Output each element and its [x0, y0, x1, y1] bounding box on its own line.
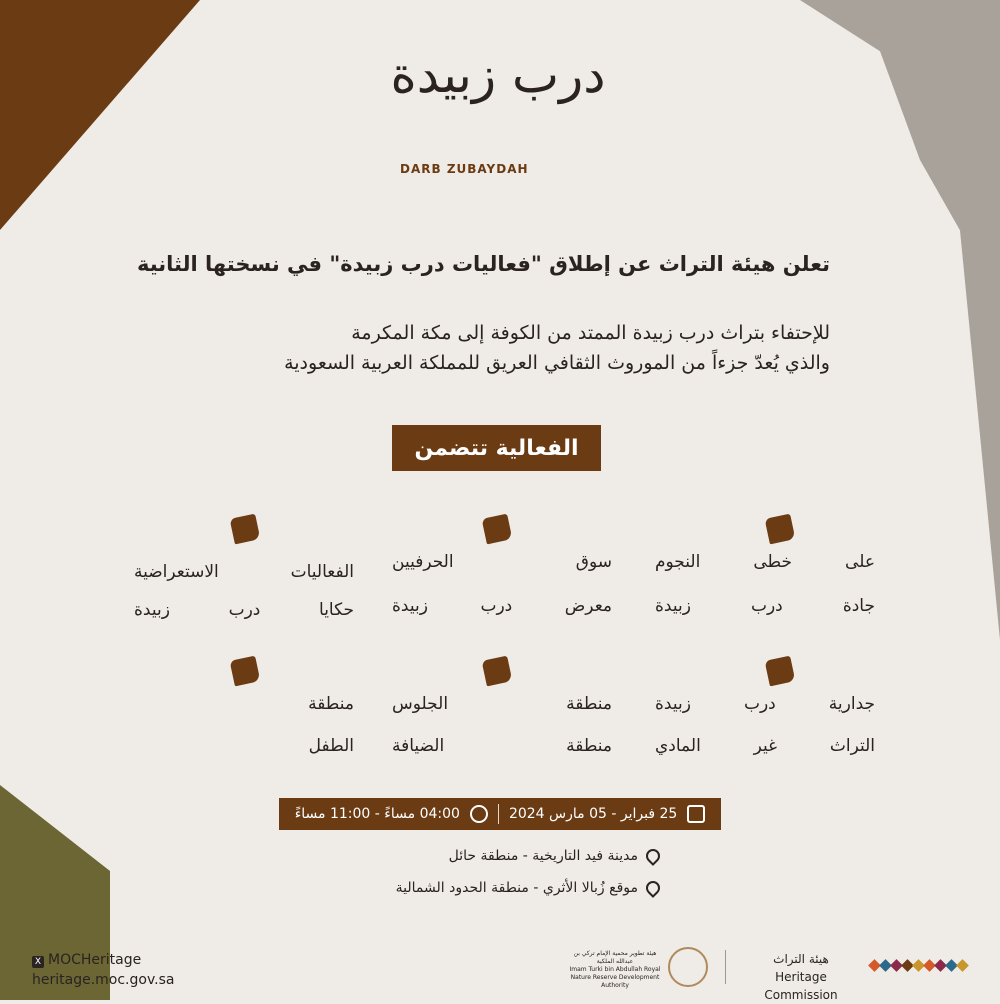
event-item-line-2: الطفل [308, 736, 354, 756]
location-item [330, 848, 660, 864]
location-pin-icon [643, 878, 663, 898]
event-item-line-1: جدارية درب زبيدة [655, 694, 875, 714]
lead-line-2: والذي يُعدّ جزءاً من الموروث الثقافي العريق للمملكة العربية السعودية [284, 352, 830, 374]
event-item-line-1: منطقة الجلوس [392, 694, 612, 714]
footer-contact [32, 950, 174, 990]
calendar-icon [687, 805, 705, 823]
brown-mark-icon [482, 656, 513, 687]
location-item [330, 880, 660, 896]
event-item-line-2: منطقة الضيافة [392, 736, 612, 756]
hc-logo-english: Heritage Commission [764, 970, 838, 1002]
heritage-commission-logo [741, 950, 861, 1004]
x-logo-icon: X [32, 956, 44, 968]
event-item-line-1: على خطى النجوم [655, 552, 875, 572]
event-item [134, 512, 354, 622]
brown-corner-shape [0, 0, 200, 230]
schedule-divider [498, 804, 499, 824]
reserve-emblem-icon [668, 947, 708, 987]
announcement-lead [100, 318, 830, 378]
schedule-bar [279, 798, 721, 830]
event-item [134, 654, 354, 764]
event-item [655, 512, 875, 622]
hc-logo-arabic: هيئة التراث [773, 952, 829, 966]
section-title: الفعالية تتضمن [392, 425, 601, 471]
location-text: مدينة فيد التاريخية - منطقة حائل [448, 848, 638, 864]
event-item [655, 654, 875, 764]
event-item-line-2: حكايا درب زبيدة [134, 600, 354, 620]
imam-logo-arabic: هيئة تطوير محمية الإمام تركي بن عبدالله الملكية [573, 950, 657, 965]
event-item-line-1: الفعاليات الاستعراضية [134, 562, 354, 582]
brown-mark-icon [230, 514, 261, 545]
darb-zubaydah-logo [378, 48, 618, 208]
event-item-line-2: معرض درب زبيدة [392, 596, 612, 616]
website-link[interactable]: heritage.moc.gov.sa [32, 972, 175, 988]
social-handle-text: MOCHeritage [48, 952, 142, 968]
event-item-line-2: التراث غير المادي [655, 736, 875, 756]
event-item-line-1: منطقة [308, 694, 354, 714]
location-text: موقع زُبالا الأثري - منطقة الحدود الشمالية [395, 880, 638, 896]
schedule-times: 04:00 مساءً - 11:00 مساءً [294, 806, 460, 822]
location-pin-icon [643, 846, 663, 866]
footer-logos [565, 942, 975, 1002]
brown-mark-icon [230, 656, 261, 687]
event-item-line-1: سوق الحرفيين [392, 552, 612, 572]
clock-icon [470, 805, 488, 823]
brown-mark-icon [765, 514, 796, 545]
logo-english: DARB ZUBAYDAH [400, 162, 529, 176]
event-item [392, 512, 612, 622]
event-item-line-2: جادة درب زبيدة [655, 596, 875, 616]
social-handle[interactable] [32, 950, 174, 970]
footer-divider [725, 950, 726, 984]
logo-arabic: درب زبيدة [390, 46, 606, 104]
brown-mark-icon [482, 514, 513, 545]
schedule-dates: 25 فبراير - 05 مارس 2024 [508, 806, 678, 822]
imam-turki-reserve-logo [565, 950, 665, 990]
lead-line-1: للإحتفاء بتراث درب زبيدة الممتد من الكوفة إلى مكة المكرمة [351, 322, 830, 344]
imam-logo-english: Imam Turki bin Abdullah Royal Nature Reserve Development Authority [569, 966, 661, 989]
announcement-headline: تعلن هيئة التراث عن إطلاق "فعاليات درب زبيدة" في نسختها الثانية [136, 252, 830, 276]
heritage-pattern-icon [870, 955, 970, 975]
event-item [392, 654, 612, 764]
brown-mark-icon [765, 656, 796, 687]
